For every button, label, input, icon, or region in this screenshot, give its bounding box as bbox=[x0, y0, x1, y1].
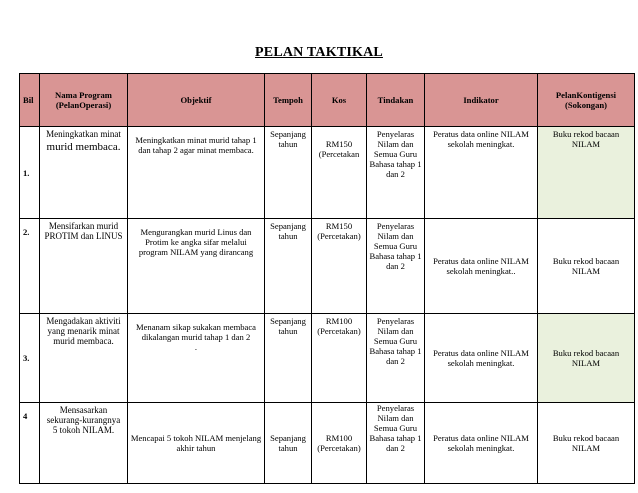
row-tempoh: Sepanjang tahun bbox=[265, 314, 312, 403]
header-row bbox=[20, 74, 635, 127]
header-program-line1: Nama Program bbox=[55, 90, 112, 100]
row-bil: 1. bbox=[20, 127, 40, 219]
row-kontigensi: Buku rekod bacaan NILAM bbox=[538, 127, 635, 219]
row-tempoh: Sepanjang tahun bbox=[265, 127, 312, 219]
row-tindakan: Penyelaras Nilam dan Semua Guru Bahasa tahap 1 dan 2 bbox=[367, 314, 425, 403]
row-objektif: Meningkatkan minat murid tahap 1 dan tahap 2 agar minat membaca. bbox=[128, 127, 265, 219]
row-program-line-a: Mengadakan aktiviti yang menarik minat bbox=[46, 316, 121, 336]
row-program-line-a: Mensasarkan sekurang-kurangnya bbox=[46, 405, 121, 425]
row-program-line-a: Meningkatkan minat bbox=[46, 129, 121, 139]
header-objektif: Objektif bbox=[128, 74, 265, 127]
row-objektif: Mencapai 5 tokoh NILAM menjelang akhir tahun bbox=[128, 403, 265, 484]
row-tempoh: Sepanjang tahun bbox=[265, 219, 312, 314]
row-bil: 2. bbox=[20, 219, 40, 314]
table-row bbox=[20, 127, 635, 219]
row-kos: RM100 (Percetakan) bbox=[312, 403, 367, 484]
row-tempoh: Sepanjang tahun bbox=[265, 403, 312, 484]
row-program-line-a: Mensifarkan murid bbox=[48, 221, 119, 231]
page-title: PELAN TAKTIKAL bbox=[255, 45, 383, 60]
header-tindakan: Tindakan bbox=[367, 74, 425, 127]
row-objektif bbox=[128, 314, 265, 403]
row-bil: 4 bbox=[20, 403, 40, 484]
row-kontigensi: Buku rekod bacaan NILAM bbox=[538, 219, 635, 314]
header-kontigensi-line1: PelanKontigensi bbox=[555, 90, 617, 100]
tactical-plan-table bbox=[19, 73, 635, 484]
row-tindakan: Penyelaras Nilam dan Semua Guru Bahasa tahap 1 dan 2 bbox=[367, 127, 425, 219]
row-kos: RM150 (Percetakan) bbox=[312, 219, 367, 314]
row-program bbox=[40, 127, 128, 219]
row-bil: 3. bbox=[20, 314, 40, 403]
row-program-line-b: murid membaca. bbox=[53, 336, 114, 346]
table-row bbox=[20, 403, 635, 484]
row-objektif-text: Menanam sikap sukakan membaca dikalangan murid tahap 1 dan 2 bbox=[135, 322, 257, 342]
row-tindakan: Penyelaras Nilam dan Semua Guru Bahasa tahap 1 dan 2 bbox=[367, 403, 425, 484]
header-program bbox=[40, 74, 128, 127]
row-program bbox=[40, 219, 128, 314]
row-program-line-b: murid membaca. bbox=[46, 141, 121, 153]
header-indikator: Indikator bbox=[425, 74, 538, 127]
header-kontigensi bbox=[538, 74, 635, 127]
header-program-line2: (PelanOperasi) bbox=[55, 100, 112, 110]
table-row bbox=[20, 314, 635, 403]
row-program-line-b: PROTIM dan LINUS bbox=[44, 231, 123, 241]
table-row bbox=[20, 219, 635, 314]
row-objektif-dot: . bbox=[194, 342, 198, 352]
row-program-line-b: 5 tokoh NILAM. bbox=[52, 425, 115, 435]
row-indikator: Peratus data online NILAM sekolah meningkat. bbox=[425, 314, 538, 403]
header-tempoh: Tempoh bbox=[265, 74, 312, 127]
row-kontigensi: Buku rekod bacaan NILAM bbox=[538, 314, 635, 403]
row-program bbox=[40, 314, 128, 403]
header-kontigensi-line2: (Sokongan) bbox=[564, 100, 608, 110]
header-kos: Kos bbox=[312, 74, 367, 127]
header-bil: Bil bbox=[20, 74, 40, 127]
row-indikator: Peratus data online NILAM sekolah meningkat. bbox=[425, 403, 538, 484]
row-indikator: Peratus data online NILAM sekolah meningkat. bbox=[425, 127, 538, 219]
row-tindakan: Penyelaras Nilam dan Semua Guru Bahasa tahap 1 dan 2 bbox=[367, 219, 425, 314]
row-program bbox=[40, 403, 128, 484]
row-kos: RM150 (Percetakan bbox=[312, 127, 367, 219]
row-indikator: Peratus data online NILAM sekolah meningkat.. bbox=[425, 219, 538, 314]
row-kos: RM100 (Percetakan) bbox=[312, 314, 367, 403]
row-kontigensi: Buku rekod bacaan NILAM bbox=[538, 403, 635, 484]
row-objektif: Mengurangkan murid Linus dan Protim ke angka sifar melalui program NILAM yang dirancang bbox=[128, 219, 265, 314]
